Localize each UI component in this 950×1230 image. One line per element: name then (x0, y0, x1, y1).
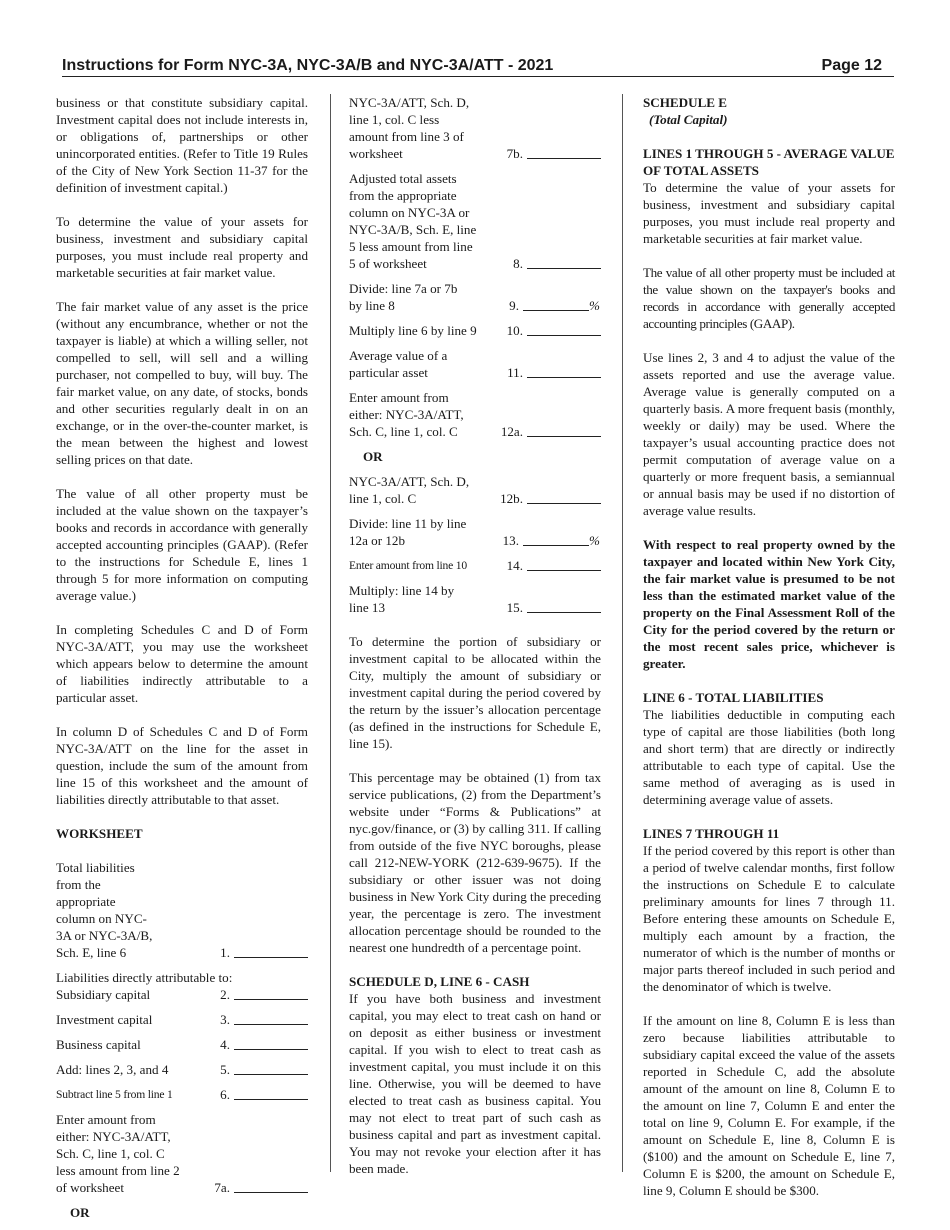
line-number: 8. (513, 256, 523, 271)
paragraph: The value of all other property must be included at the value shown on the taxpayer’s books and records in accordance with generally accepted accounting principles (GAAP). (Refer to the instructions for Schedule E, lines 1 through 5 for more information on computing average value.) (56, 486, 308, 603)
entry-blank (523, 298, 589, 311)
worksheet-line-10 (349, 322, 601, 339)
worksheet-line-8 (349, 170, 601, 272)
worksheet-label: Enter amount from line 10 (349, 559, 467, 572)
entry-blank (527, 600, 601, 613)
worksheet-line-2 (56, 986, 308, 1003)
worksheet-label: Multiply line 6 by line 9 (349, 323, 477, 338)
entry-blank (234, 1180, 308, 1193)
line-number: 6. (220, 1087, 230, 1102)
worksheet-line-5 (56, 1061, 308, 1078)
worksheet-line-2-intro (56, 969, 308, 986)
worksheet-line-12a (349, 389, 601, 440)
worksheet-line-12b (349, 473, 601, 507)
worksheet-label: Subsidiary capital (56, 987, 151, 1002)
paragraph: This percentage may be obtained (1) from tax service publications, (2) from the Department’s website under “Forms & Publications” at nyc.gov/finance, or (3) by calling 311. If calling from outside of the five NYC boroughs, please call 212-NEW-YORK (212-639-9675). If the subsidiary or other issuer was not doing business in New York City during the preceding year, the percentage is zero. The investment allocation percentage should be rounded to the nearest one hundredth of a percentage point. (349, 770, 601, 955)
or-separator: OR (70, 1205, 90, 1220)
line-number: 7b. (506, 146, 523, 161)
paragraph: With respect to real property owned by the taxpayer and located within New York City, the fair market value is presumed to be not less than the estimated market value of the property on the Final Assessment Roll of the City for the period covered by the return or the most recent sales price, whichever is greater. (643, 537, 895, 671)
paragraph: If you have both business and investment capital, you may elect to treat cash on hand or on deposit as either business or investment capital. If you wish to elect to treat cash as investment capital, you must include it on this line. Otherwise, you will be deemed to have elected to treat cash as business capital. You may not elect to treat part of such cash as business capital and part as investment capital. You may not revoke your election after it has been made. (349, 991, 601, 1176)
entry-blank (527, 491, 601, 504)
line-number: 9. (509, 298, 519, 313)
entry-blank (527, 424, 601, 437)
column-2 (349, 94, 601, 1194)
worksheet-label: Divide: line 11 by line 12a or 12b (349, 516, 467, 548)
paragraph: To determine the value of your assets for business, investment and subsidiary capital purposes, you must include real property and marketable securities at fair market value. (643, 180, 895, 246)
entry-blank (523, 533, 589, 546)
percent-sign: % (589, 298, 600, 313)
entry-blank (527, 256, 601, 269)
section-heading: SCHEDULE D, LINE 6 - CASH (349, 974, 530, 989)
worksheet-label: Average value of a particular asset (349, 348, 448, 380)
entry-blank (234, 1012, 308, 1025)
worksheet-label: Multiply: line 14 by line 13 (349, 583, 455, 615)
line-number: 12a. (500, 424, 523, 439)
worksheet-label: Add: lines 2, 3, and 4 (56, 1062, 169, 1077)
worksheet-line-6 (56, 1086, 308, 1103)
line-number: 1. (220, 945, 230, 960)
worksheet-label: Divide: line 7a or 7b by line 8 (349, 281, 458, 313)
column-1 (56, 94, 308, 1229)
line-number: 13. (502, 533, 519, 548)
worksheet-line-13 (349, 515, 601, 549)
entry-blank (527, 365, 601, 378)
paragraph: In column D of Schedules C and D of Form NYC-3A/ATT on the line for the asset in question, include the sum of the amount from line 15 of this worksheet and the amount of liabilities directly attributable to that asset. (56, 724, 308, 807)
worksheet-line-4 (56, 1036, 308, 1053)
paragraph: If the period covered by this report is other than a period of twelve calendar months, first follow the instructions on Schedule E to calculate preliminary amounts for lines 7 through 11. Before entering these amounts on Schedule E, multiply each amount by a fraction, the numerator of which is the number of months or major parts thereof included in such period and the denominator of which is twelve. (643, 843, 895, 994)
entry-blank (234, 1037, 308, 1050)
entry-blank (527, 323, 601, 336)
entry-blank (234, 1062, 308, 1075)
column-divider-1 (330, 94, 331, 1172)
worksheet-label: Liabilities directly attributable to: (56, 970, 233, 985)
paragraph: business or that constitute subsidiary capital. Investment capital does not include interests in, or obligations of, partnerships or other unincorporated entities. (Refer to Title 19 Rules of the City of New York Section 11-37 for the definition of investment capital.) (56, 95, 308, 195)
paragraph: To determine the value of your assets for business, investment and subsidiary capital purposes, you must include real property and marketable securities at fair market value. (56, 214, 308, 280)
worksheet-label: NYC-3A/ATT, Sch. D, line 1, col. C less amount from line 3 of worksheet (349, 95, 470, 161)
worksheet-label: NYC-3A/ATT, Sch. D, line 1, col. C (349, 474, 470, 506)
entry-blank (234, 945, 308, 958)
worksheet-label: Enter amount from either: NYC-3A/ATT, Sch. C, line 1, col. C (349, 390, 464, 439)
paragraph: If the amount on line 8, Column E is less than zero because liabilities attributable to subsidiary capital exceed the value of the assets reported in Schedule C, add the absolute amount of the amount on line 8, Column E to the amount on line 7, Column E and enter the total on line 9, Column E. For example, if the amount on Schedule E, line 8, Column E is ($100) and the amount on Schedule E, line 7, Column E is $200, the amount on Schedule E, line 9, Column E should be $300. (643, 1013, 895, 1198)
line-number: 2. (220, 987, 230, 1002)
column-3 (643, 94, 895, 1216)
paragraph: The fair market value of any asset is the price (without any encumbrance, whether or not the taxpayer is liable) at which a willing seller, not compelled to sell, will sell and a willing purchaser, not compelled to buy, will buy. The fair market value, on any date, of stocks, bonds and other securities regularly dealt in on an exchange, or in the over-the-counter market, is the mean between the highest and lowest selling prices on that date. (56, 299, 308, 467)
paragraph: In completing Schedules C and D of Form NYC-3A/ATT, you may use the worksheet which appears below to determine the amount of liabilities indirectly attributable to a particular asset. (56, 622, 308, 705)
section-heading: LINE 6 - TOTAL LIABILITIES (643, 690, 824, 705)
worksheet-line-14 (349, 557, 601, 574)
section-heading: LINES 1 THROUGH 5 - AVERAGE VALUE OF TOTAL ASSETS (643, 146, 895, 178)
section-heading: SCHEDULE E (643, 95, 728, 110)
worksheet-label: Business capital (56, 1037, 141, 1052)
worksheet-line-15 (349, 582, 601, 616)
paragraph: To determine the portion of subsidiary or investment capital to be allocated within the City, multiply the amount of subsidiary or investment capital during the period covered by the return by the issuer’s allocation percentage (as defined in the instructions for Schedule E, line 15). (349, 634, 601, 751)
worksheet-label: Enter amount from either: NYC-3A/ATT, Sch. C, line 1, col. C less amount from line 2 of worksheet (56, 1112, 180, 1195)
entry-blank (234, 987, 308, 1000)
page-title: Instructions for Form NYC-3A, NYC-3A/B and NYC-3A/ATT - 2021 (62, 57, 554, 74)
line-number: 11. (507, 365, 523, 380)
paragraph: The value of all other property must be included at the value shown on the taxpayer's books and records in accordance with generally accepted accounting principles (GAAP). (643, 265, 895, 331)
worksheet-line-11 (349, 347, 601, 381)
column-divider-2 (622, 94, 623, 1172)
paragraph: Use lines 2, 3 and 4 to adjust the value of the assets reported and use the average value. Average value is generally computed on a quarterly basis. A more frequent basis (monthly, weekly or daily) may be used. Where the taxpayer’s usual accounting practice does not permit computation of average value on a quarterly or more frequent basis, a semiannual or annual basis may be used if no distortion of average value results. (643, 350, 895, 518)
line-number: 15. (506, 600, 523, 615)
entry-blank (527, 146, 601, 159)
page-number: Page 12 (821, 57, 882, 74)
line-number: 14. (506, 558, 523, 573)
line-number: 10. (506, 323, 523, 338)
worksheet-line-9 (349, 280, 601, 314)
page-header (62, 56, 894, 77)
line-number: 7a. (214, 1180, 230, 1195)
line-number: 12b. (500, 491, 523, 506)
worksheet-title: WORKSHEET (56, 826, 143, 841)
worksheet-line-3 (56, 1011, 308, 1028)
or-separator: OR (363, 449, 383, 464)
worksheet-label: Investment capital (56, 1012, 153, 1027)
paragraph: The liabilities deductible in computing each type of capital are those liabilities (both long and short term) that are directly or indirectly attributable to each type of capital. Use the same method of averaging as is used in determining average value of assets. (643, 707, 895, 807)
section-heading: LINES 7 THROUGH 11 (643, 826, 780, 841)
worksheet-line-7a (56, 1111, 308, 1196)
worksheet-label: Adjusted total assets from the appropriate column on NYC-3A or NYC-3A/B, Sch. E, line 5 less amount from line 5 of worksheet (349, 171, 477, 271)
percent-sign: % (589, 533, 600, 548)
section-subheading: (Total Capital) (649, 112, 728, 127)
worksheet-line-1 (56, 859, 308, 961)
worksheet-line-7b (349, 94, 601, 162)
entry-blank (527, 558, 601, 571)
line-number: 5. (220, 1062, 230, 1077)
entry-blank (234, 1087, 308, 1100)
worksheet-label: Total liabilities from the appropriate column on NYC-3A or NYC-3A/B, Sch. E, line 6 (56, 860, 153, 960)
line-number: 3. (220, 1012, 230, 1027)
line-number: 4. (220, 1037, 230, 1052)
worksheet-label: Subtract line 5 from line 1 (56, 1088, 173, 1101)
